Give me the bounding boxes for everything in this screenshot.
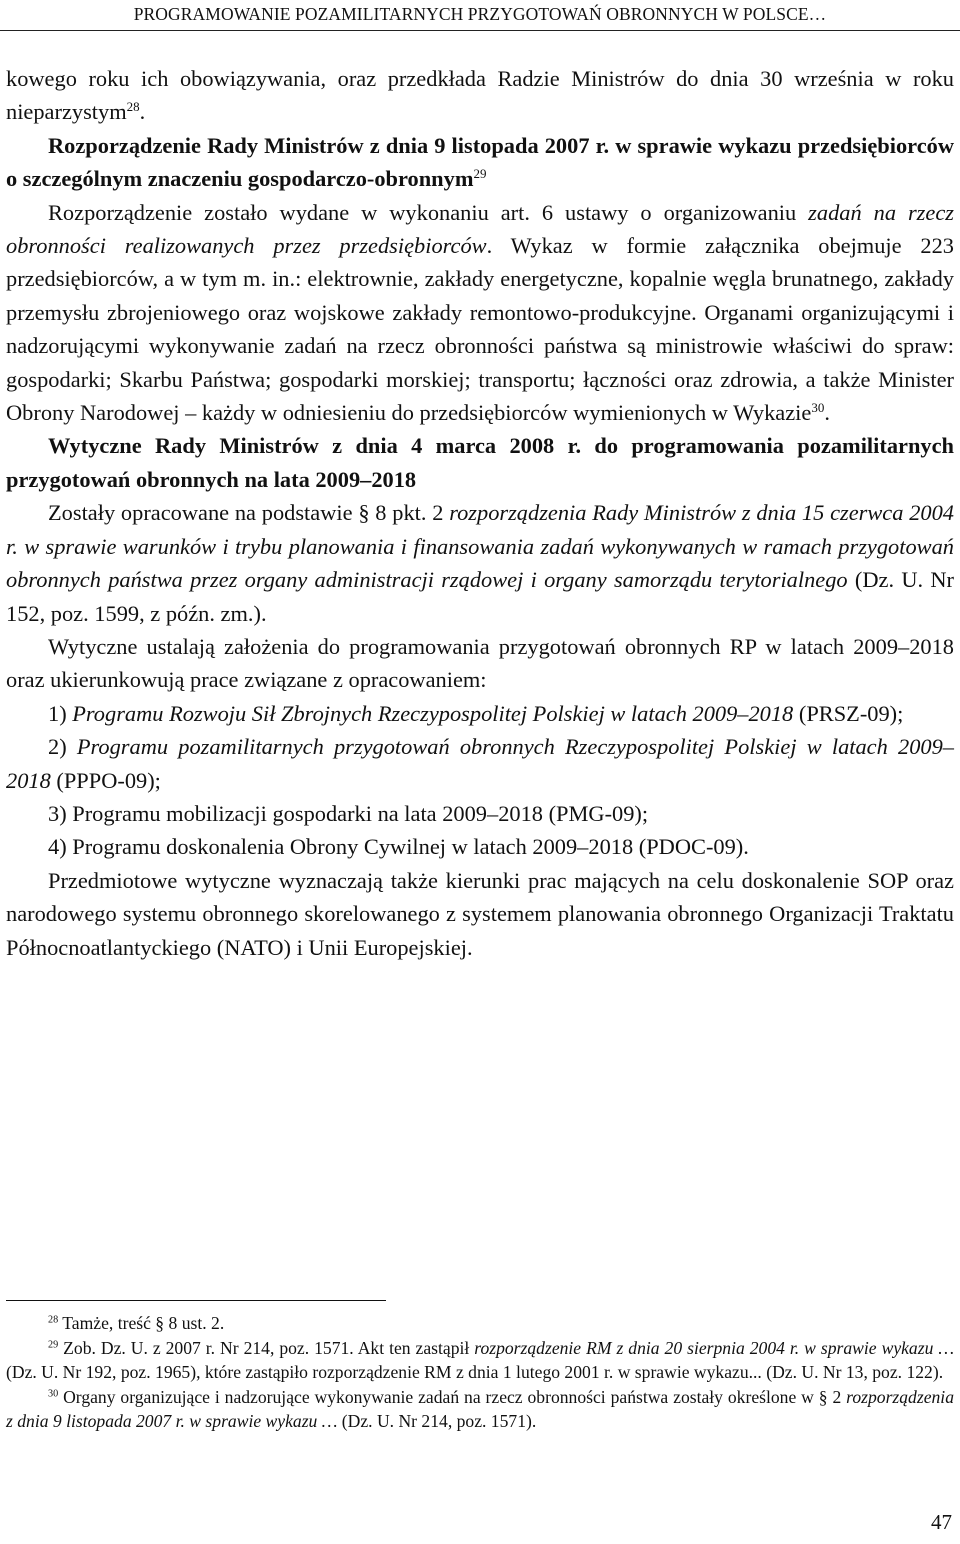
list-item: 4) Programu doskonalenia Obrony Cywilnej w latach 2009–2018 (PDOC-09).	[48, 834, 749, 860]
section-heading-regulation: Rozporządzenie Rady Ministrów z dnia 9 listopada 2007 r. w sprawie wykazu przedsiębiorców o szczególnym znaczeniu gospodarczo-obronnym$^{29}$	[6, 132, 954, 192]
paragraph-guidelines-basis: Zostały opracowane na podstawie § 8 pkt. 2 rozporządzenia Rady Ministrów z dnia 15 czerwca 2004 r. w sprawie warunków i trybu planowania i finansowania zadań wykonywanych w ramach przygotowań obronnych państwa przez organy administracji rządowej i organy samorządu terytorialnego (Dz. U. Nr 152, poz. 1599, z późn. zm.).	[6, 500, 954, 626]
footnote-29: $^{29}$ Zob. Dz. U. z 2007 r. Nr 214, poz. 1571. Akt ten zastąpił rozporządzenie RM z dnia 20 sierpnia 2004 r. w sprawie wykazu … (Dz. U. Nr 192, poz. 1965), które zastąpiło rozporządzenie RM z dnia 1 lutego 2001 r. w sprawie wykazu... (Dz. U. Nr 13, poz. 122).	[6, 1337, 954, 1383]
footnote-28: $^{28}$ Tamże, treść § 8 ust. 2.	[48, 1313, 225, 1333]
page-number: 47	[931, 1510, 952, 1534]
footnote-separator	[6, 1300, 386, 1301]
running-header: PROGRAMOWANIE POZAMILITARNYCH PRZYGOTOWAŃ OBRONNYCH W POLSCE…	[0, 0, 960, 31]
footnote-30: $^{30}$ Organy organizujące i nadzorujące wykonywanie zadań na rzecz obronności państwa zostały określone w § 2 rozporządzenia z dnia 9 listopada 2007 r. w sprawie wykazu … (Dz. U. Nr 214, poz. 1571).	[6, 1386, 954, 1432]
main-text	[6, 62, 954, 964]
paragraph-regulation: Rozporządzenie zostało wydane w wykonaniu art. 6 ustawy o organizowaniu zadań na rzecz obronności realizowanych przez przedsiębiorców. Wykaz w formie załącznika obejmuje 223 przedsiębiorców, a w tym m. in.: elektrownie, zakłady energetyczne, kopalnie węgla brunatnego, zakłady przemysłu zbrojeniowego oraz wojskowe zakłady remontowo-produkcyjne. Organami organizującymi i nadzorującymi wykonywanie zadań na rzecz obronności państwa są ministrowie właściwi do spraw: gospodarki; Skarbu Państwa; gospodarki morskiej; transportu; łączności oraz zdrowia, a także Minister Obrony Narodowej – każdy w odniesieniu do przedsiębiorców wymienionych w Wykazie$^{30}$.	[6, 199, 954, 426]
footnote-ref-28[interactable]: 28	[126, 99, 140, 115]
paragraph-continuation: kowego roku ich obowiązywania, oraz przedkłada Radzie Ministrów do dnia 30 września w roku nieparzystym$^{28}$.	[6, 66, 954, 125]
list-item: 2) Programu pozamilitarnych przygotowań obronnych Rzeczypospolitej Polskiej w latach 2009–2018 (PPPO-09);	[6, 734, 954, 793]
footnote-ref-30[interactable]: 30	[811, 400, 825, 416]
list-item: 3) Programu mobilizacji gospodarki na lata 2009–2018 (PMG-09);	[48, 800, 649, 826]
paragraph-guidelines-directions: Przedmiotowe wytyczne wyznaczają także kierunki prac mających na celu doskonalenie SOP oraz narodowego systemu obronnego skorelowanego z systemem planowania obronnego Organizacji Traktatu Północnoatlantyckiego (NATO) i Unii Europejskiej.	[6, 867, 954, 960]
footnotes	[6, 1311, 954, 1434]
footnote-ref-29[interactable]: 29	[473, 166, 487, 182]
list-item: 1) Programu Rozwoju Sił Zbrojnych Rzeczypospolitej Polskiej w latach 2009–2018 (PRSZ-09);	[48, 700, 904, 726]
section-heading-guidelines: Wytyczne Rady Ministrów z dnia 4 marca 2008 r. do programowania pozamilitarnych przygotowań obronnych na lata 2009–2018	[6, 433, 954, 492]
paragraph-guidelines-scope: Wytyczne ustalają założenia do programowania przygotowań obronnych RP w latach 2009–2018 oraz ukierunkowują prace związane z opracowaniem:	[6, 633, 954, 693]
